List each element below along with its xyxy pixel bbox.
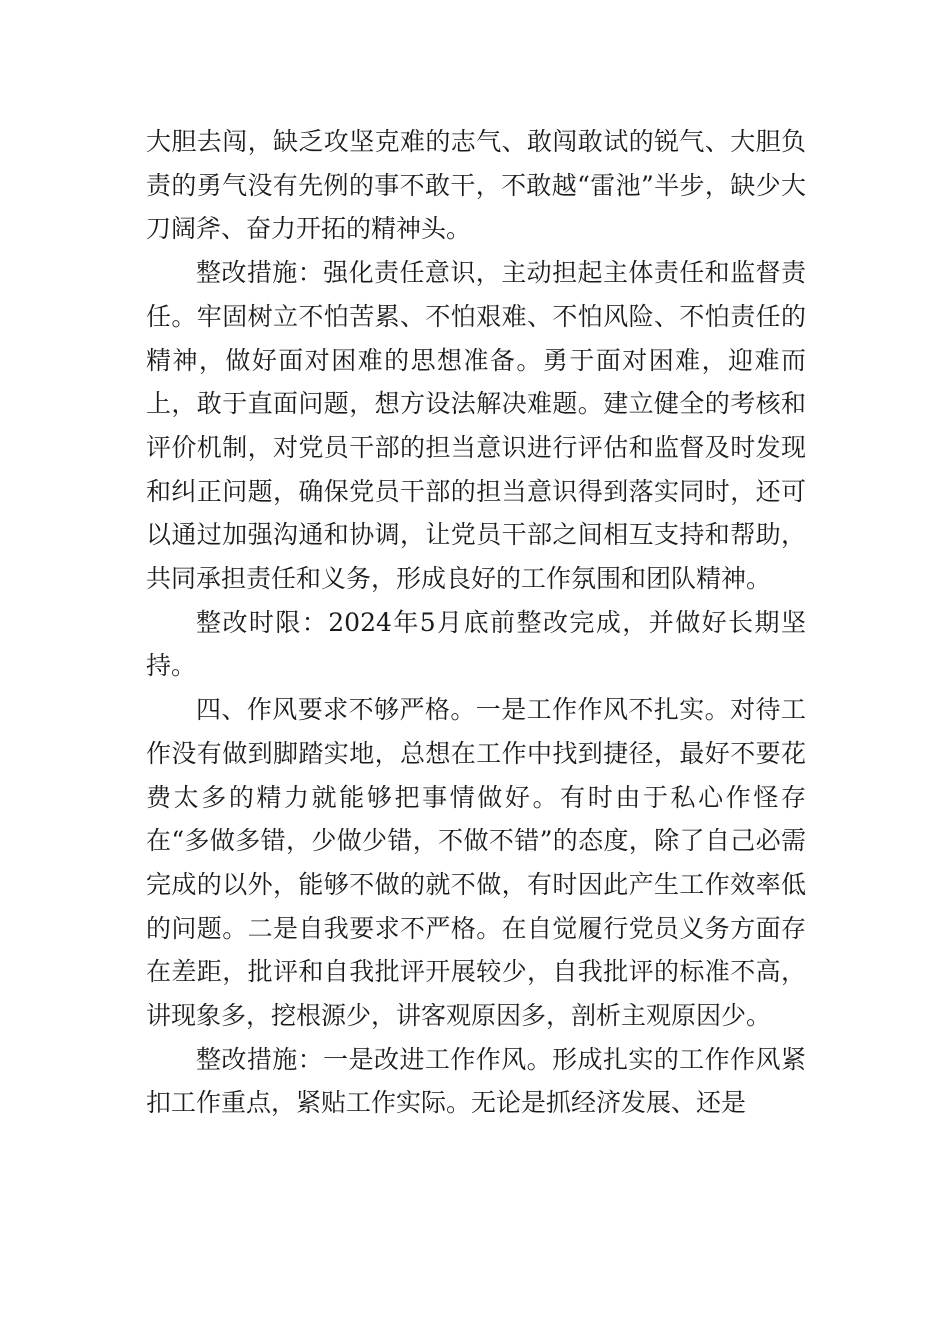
- paragraph-section-four: 四、作风要求不够严格。一是工作作风不扎实。对待工作没有做到脚踏实地，总想在工作中找到捷径，最好不要花费太多的精力就能够把事情做好。有时由于私心作怪存在“多做多错，少做少错，不做不错”的态度，除了自己必需完成的以外，能够不做的就不做，有时因此产生工作效率低的问题。二是自我要求不严格。在自觉履行党员义务方面存在差距，批评和自我批评开展较少，自我批评的标准不高，讲现象多，挖根源少，讲客观原因多，剖析主观原因少。: [146, 695, 806, 1031]
- paragraph-intro-continuation: 大胆去闯，缺乏攻坚克难的志气、敢闯敢试的锐气、大胆负责的勇气没有先例的事不敢干，不敢越“雷池”半步，缺少大刀阔斧、奋力开拓的精神头。: [146, 127, 806, 244]
- document-body: [146, 120, 806, 1125]
- paragraph-rectification-deadline: 整改时限：2024年5月底前整改完成，并做好长期坚持。: [146, 607, 806, 681]
- paragraph-rectification-measures-2: 整改措施：一是改进工作作风。形成扎实的工作作风紧扣工作重点，紧贴工作实际。无论是抓经济发展、还是: [146, 1044, 806, 1118]
- paragraph-rectification-measures-1: 整改措施：强化责任意识，主动担起主体责任和监督责任。牢固树立不怕苦累、不怕艰难、不怕风险、不怕责任的精神，做好面对困难的思想准备。勇于面对困难，迎难而上，敢于直面问题，想方设法解决难题。建立健全的考核和评价机制，对党员干部的担当意识进行评估和监督及时发现和纠正问题，确保党员干部的担当意识得到落实同时，还可以通过加强沟通和协调，让党员干部之间相互支持和帮助，共同承担责任和义务，形成良好的工作氛围和团队精神。: [146, 258, 806, 594]
